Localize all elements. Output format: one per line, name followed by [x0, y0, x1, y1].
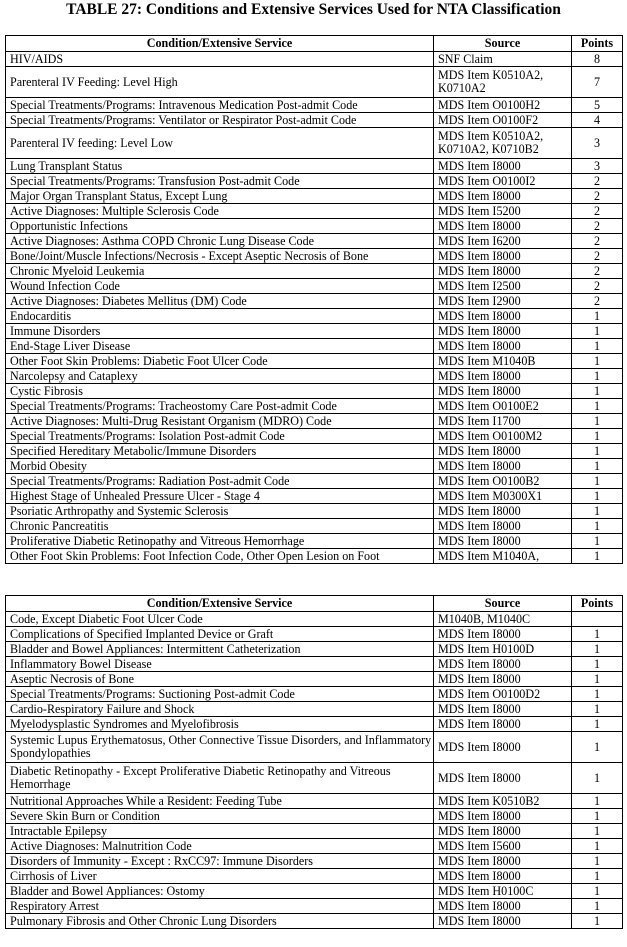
cell-points: 2: [572, 174, 623, 189]
cell-condition: Special Treatments/Programs: Suctioning Post-admit Code: [6, 687, 434, 702]
table-body-2: [6, 612, 623, 929]
cell-source: SNF Claim: [434, 52, 572, 67]
cell-points: 8: [572, 52, 623, 67]
cell-points: 1: [572, 702, 623, 717]
table-row: [6, 809, 623, 824]
cell-points: 1: [572, 839, 623, 854]
cell-points: 1: [572, 369, 623, 384]
table-row: [6, 234, 623, 249]
table-row: [6, 459, 623, 474]
cell-source: MDS Item I8000: [434, 264, 572, 279]
cell-points: 2: [572, 264, 623, 279]
cell-condition: Cystic Fibrosis: [6, 384, 434, 399]
cell-points: 1: [572, 534, 623, 549]
cell-points: 3: [572, 159, 623, 174]
cell-condition: HIV/AIDS: [6, 52, 434, 67]
cell-points: 3: [572, 128, 623, 159]
cell-source: MDS Item I8000: [434, 369, 572, 384]
cell-source: MDS Item I8000: [434, 732, 572, 763]
cell-condition: Disorders of Immunity - Except : RxCC97: Immune Disorders: [6, 854, 434, 869]
cell-source: MDS Item O0100M2: [434, 429, 572, 444]
cell-condition: Diabetic Retinopathy - Except Proliferative Diabetic Retinopathy and Vitreous Hemorrhage: [6, 763, 434, 794]
cell-condition: Active Diagnoses: Multi-Drug Resistant Organism (MDRO) Code: [6, 414, 434, 429]
cell-points: 1: [572, 519, 623, 534]
table-row: [6, 534, 623, 549]
cell-condition: Specified Hereditary Metabolic/Immune Disorders: [6, 444, 434, 459]
table-row: [6, 657, 623, 672]
cell-source: MDS Item O0100B2: [434, 474, 572, 489]
cell-condition: Pulmonary Fibrosis and Other Chronic Lung Disorders: [6, 914, 434, 929]
table-row: [6, 399, 623, 414]
cell-source: MDS Item I8000: [434, 384, 572, 399]
cell-condition: Nutritional Approaches While a Resident: Feeding Tube: [6, 794, 434, 809]
cell-condition: Inflammatory Bowel Disease: [6, 657, 434, 672]
cell-condition: Parenteral IV feeding: Level Low: [6, 128, 434, 159]
table-row: [6, 642, 623, 657]
table-row: [6, 384, 623, 399]
cell-points: 1: [572, 414, 623, 429]
cell-condition: Complications of Specified Implanted Device or Graft: [6, 627, 434, 642]
cell-source: MDS Item K0510A2, K0710A2, K0710B2: [434, 128, 572, 159]
cell-source: MDS Item I8000: [434, 534, 572, 549]
table-row: [6, 549, 623, 564]
cell-source: MDS Item I8000: [434, 189, 572, 204]
table-row: [6, 113, 623, 128]
header-condition: Condition/Extensive Service: [6, 36, 434, 52]
cell-condition: Special Treatments/Programs: Tracheostomy Care Post-admit Code: [6, 399, 434, 414]
cell-source: MDS Item I8000: [434, 824, 572, 839]
table-row: [6, 414, 623, 429]
cell-points: 2: [572, 249, 623, 264]
cell-source: MDS Item I8000: [434, 657, 572, 672]
cell-source: MDS Item I8000: [434, 854, 572, 869]
header-row: [6, 36, 623, 52]
header-row: [6, 596, 623, 612]
cell-points: 1: [572, 687, 623, 702]
table-row: [6, 854, 623, 869]
cell-condition: Bladder and Bowel Appliances: Ostomy: [6, 884, 434, 899]
cell-source: MDS Item I5200: [434, 204, 572, 219]
cell-source: MDS Item M1040B: [434, 354, 572, 369]
cell-points: 1: [572, 309, 623, 324]
cell-points: 1: [572, 354, 623, 369]
cell-condition: Other Foot Skin Problems: Foot Infection Code, Other Open Lesion on Foot: [6, 549, 434, 564]
table-row: [6, 294, 623, 309]
table-row: [6, 128, 623, 159]
cell-points: 4: [572, 113, 623, 128]
table-row: [6, 159, 623, 174]
table-row: [6, 98, 623, 113]
cell-points: 1: [572, 869, 623, 884]
table-row: [6, 914, 623, 929]
cell-condition: Intractable Epilepsy: [6, 824, 434, 839]
cell-source: MDS Item M1040A,: [434, 549, 572, 564]
cell-source: MDS Item O0100E2: [434, 399, 572, 414]
table-row: [6, 763, 623, 794]
cell-source: MDS Item I2500: [434, 279, 572, 294]
cell-source: MDS Item M0300X1: [434, 489, 572, 504]
table-row: [6, 309, 623, 324]
table-row: [6, 489, 623, 504]
cell-points: 1: [572, 339, 623, 354]
cell-condition: Chronic Pancreatitis: [6, 519, 434, 534]
table-row: [6, 67, 623, 98]
cell-condition: Wound Infection Code: [6, 279, 434, 294]
table-body-1: [6, 52, 623, 564]
cell-condition: Other Foot Skin Problems: Diabetic Foot Ulcer Code: [6, 354, 434, 369]
table-row: [6, 52, 623, 67]
cell-points: 1: [572, 763, 623, 794]
cell-source: MDS Item I8000: [434, 519, 572, 534]
cell-points: 2: [572, 234, 623, 249]
table-row: [6, 732, 623, 763]
cell-condition: Special Treatments/Programs: Radiation Post-admit Code: [6, 474, 434, 489]
cell-source: MDS Item I8000: [434, 899, 572, 914]
cell-condition: Severe Skin Burn or Condition: [6, 809, 434, 824]
cell-source: MDS Item I8000: [434, 504, 572, 519]
cell-source: MDS Item I8000: [434, 159, 572, 174]
cell-source: MDS Item H0100D: [434, 642, 572, 657]
cell-points: 1: [572, 324, 623, 339]
cell-condition: Opportunistic Infections: [6, 219, 434, 234]
cell-condition: Myelodysplastic Syndromes and Myelofibrosis: [6, 717, 434, 732]
cell-condition: Chronic Myeloid Leukemia: [6, 264, 434, 279]
cell-source: MDS Item I8000: [434, 914, 572, 929]
header-source: Source: [434, 36, 572, 52]
cell-points: 2: [572, 204, 623, 219]
cell-condition: Special Treatments/Programs: Ventilator or Respirator Post-admit Code: [6, 113, 434, 128]
table-row: [6, 702, 623, 717]
cell-points: 1: [572, 809, 623, 824]
cell-points: 1: [572, 459, 623, 474]
table-row: [6, 884, 623, 899]
cell-source: MDS Item I5600: [434, 839, 572, 854]
table-row: [6, 204, 623, 219]
cell-source: MDS Item I8000: [434, 717, 572, 732]
cell-source: MDS Item I8000: [434, 249, 572, 264]
cell-condition: Cirrhosis of Liver: [6, 869, 434, 884]
table-row: [6, 324, 623, 339]
cell-points: 1: [572, 854, 623, 869]
table-row: [6, 339, 623, 354]
cell-condition: Major Organ Transplant Status, Except Lung: [6, 189, 434, 204]
cell-source: MDS Item H0100C: [434, 884, 572, 899]
table-row: [6, 899, 623, 914]
cell-condition: Special Treatments/Programs: Isolation Post-admit Code: [6, 429, 434, 444]
cell-points: 1: [572, 717, 623, 732]
cell-points: 1: [572, 474, 623, 489]
cell-points: 7: [572, 67, 623, 98]
cell-points: 1: [572, 732, 623, 763]
cell-points: 1: [572, 384, 623, 399]
cell-points: 1: [572, 672, 623, 687]
cell-source: MDS Item I8000: [434, 702, 572, 717]
cell-points: 1: [572, 794, 623, 809]
table-row: [6, 174, 623, 189]
cell-points: 1: [572, 657, 623, 672]
cell-condition: Lung Transplant Status: [6, 159, 434, 174]
table-row: [6, 249, 623, 264]
cell-points: 1: [572, 884, 623, 899]
cell-condition: Parenteral IV Feeding: Level High: [6, 67, 434, 98]
cell-points: 5: [572, 98, 623, 113]
cell-condition: Endocarditis: [6, 309, 434, 324]
cell-condition: Narcolepsy and Cataplexy: [6, 369, 434, 384]
table-row: [6, 612, 623, 627]
table-row: [6, 369, 623, 384]
cell-condition: Special Treatments/Programs: Transfusion Post-admit Code: [6, 174, 434, 189]
cell-source: MDS Item I8000: [434, 809, 572, 824]
cell-condition: Aseptic Necrosis of Bone: [6, 672, 434, 687]
cell-source: MDS Item I8000: [434, 763, 572, 794]
table-row: [6, 839, 623, 854]
table-row: [6, 672, 623, 687]
cell-condition: Highest Stage of Unhealed Pressure Ulcer - Stage 4: [6, 489, 434, 504]
cell-points: 1: [572, 444, 623, 459]
cell-source: MDS Item I8000: [434, 219, 572, 234]
cell-source: MDS Item I6200: [434, 234, 572, 249]
cell-source: MDS Item I8000: [434, 672, 572, 687]
cell-points: 1: [572, 504, 623, 519]
cell-condition: Systemic Lupus Erythematosus, Other Connective Tissue Disorders, and Inflammatory Spondylopathies: [6, 732, 434, 763]
cell-points: 1: [572, 824, 623, 839]
cell-source: MDS Item I8000: [434, 324, 572, 339]
cell-condition: Active Diagnoses: Multiple Sclerosis Code: [6, 204, 434, 219]
cell-source: MDS Item I8000: [434, 627, 572, 642]
table-title: TABLE 27: Conditions and Extensive Services Used for NTA Classification: [66, 1, 561, 18]
cell-points: 1: [572, 899, 623, 914]
cell-source: MDS Item I8000: [434, 459, 572, 474]
cell-condition: End-Stage Liver Disease: [6, 339, 434, 354]
table-row: [6, 219, 623, 234]
table-row: [6, 869, 623, 884]
nta-table-part-1: [5, 35, 623, 564]
cell-condition: Immune Disorders: [6, 324, 434, 339]
cell-source: MDS Item I2900: [434, 294, 572, 309]
cell-points: 1: [572, 914, 623, 929]
table-row: [6, 264, 623, 279]
cell-condition: Proliferative Diabetic Retinopathy and Vitreous Hemorrhage: [6, 534, 434, 549]
table-row: [6, 279, 623, 294]
cell-points: 1: [572, 489, 623, 504]
cell-condition: Active Diagnoses: Diabetes Mellitus (DM) Code: [6, 294, 434, 309]
cell-points: 2: [572, 189, 623, 204]
cell-source: MDS Item O0100F2: [434, 113, 572, 128]
cell-source: MDS Item O0100D2: [434, 687, 572, 702]
header-points: Points: [572, 596, 623, 612]
table-row: [6, 189, 623, 204]
cell-source: MDS Item I8000: [434, 339, 572, 354]
cell-points: 1: [572, 627, 623, 642]
cell-condition: Morbid Obesity: [6, 459, 434, 474]
table-row: [6, 504, 623, 519]
cell-source: M1040B, M1040C: [434, 612, 572, 627]
cell-source: MDS Item I8000: [434, 309, 572, 324]
cell-source: MDS Item I8000: [434, 869, 572, 884]
cell-condition: Active Diagnoses: Asthma COPD Chronic Lung Disease Code: [6, 234, 434, 249]
table-row: [6, 474, 623, 489]
cell-points: 1: [572, 549, 623, 564]
cell-points: 1: [572, 399, 623, 414]
table-row: [6, 687, 623, 702]
cell-points: 2: [572, 294, 623, 309]
table-row: [6, 519, 623, 534]
cell-points: 1: [572, 642, 623, 657]
cell-condition: Code, Except Diabetic Foot Ulcer Code: [6, 612, 434, 627]
cell-condition: Special Treatments/Programs: Intravenous Medication Post-admit Code: [6, 98, 434, 113]
cell-source: MDS Item I1700: [434, 414, 572, 429]
table-row: [6, 444, 623, 459]
cell-condition: Respiratory Arrest: [6, 899, 434, 914]
cell-source: MDS Item K0510B2: [434, 794, 572, 809]
header-points: Points: [572, 36, 623, 52]
cell-condition: Psoriatic Arthropathy and Systemic Sclerosis: [6, 504, 434, 519]
table-row: [6, 717, 623, 732]
cell-source: MDS Item K0510A2, K0710A2: [434, 67, 572, 98]
table-row: [6, 824, 623, 839]
cell-source: MDS Item I8000: [434, 444, 572, 459]
cell-source: MDS Item O0100H2: [434, 98, 572, 113]
cell-condition: Bladder and Bowel Appliances: Intermittent Catheterization: [6, 642, 434, 657]
cell-points: [572, 612, 623, 627]
cell-points: 2: [572, 219, 623, 234]
header-condition: Condition/Extensive Service: [6, 596, 434, 612]
table-row: [6, 794, 623, 809]
cell-condition: Bone/Joint/Muscle Infections/Necrosis - Except Aseptic Necrosis of Bone: [6, 249, 434, 264]
cell-condition: Active Diagnoses: Malnutrition Code: [6, 839, 434, 854]
header-source: Source: [434, 596, 572, 612]
cell-source: MDS Item O0100I2: [434, 174, 572, 189]
cell-condition: Cardio-Respiratory Failure and Shock: [6, 702, 434, 717]
cell-points: 2: [572, 279, 623, 294]
cell-points: 1: [572, 429, 623, 444]
table-row: [6, 627, 623, 642]
table-row: [6, 429, 623, 444]
table-row: [6, 354, 623, 369]
nta-table-part-2: [5, 595, 623, 929]
